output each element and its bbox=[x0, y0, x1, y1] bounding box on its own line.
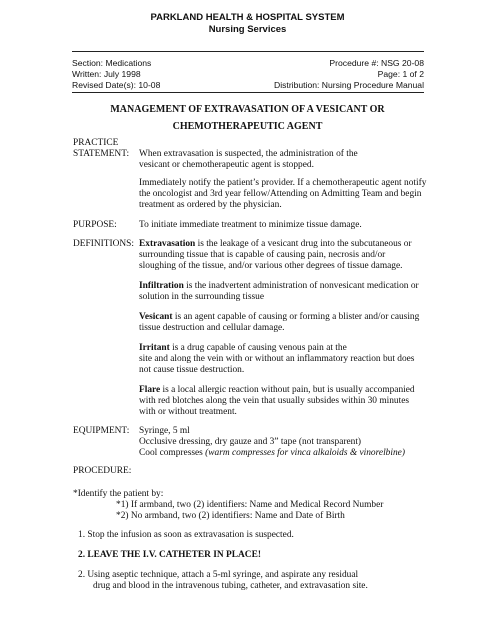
definition-term: Irritant bbox=[139, 343, 170, 353]
definition-text-line: site and along the vein with or without an inflammatory reaction but does bbox=[139, 354, 415, 364]
distribution-field: Distribution: Nursing Procedure Manual bbox=[274, 80, 424, 90]
procedure-step-3-continued: drug and blood in the intravenous tubing, catheter, and extravasation site. bbox=[93, 581, 368, 591]
definition-flare bbox=[139, 385, 415, 396]
document-title-line2: CHEMOTHERAPEUTIC AGENT bbox=[172, 121, 323, 132]
definition-term: Extravasation bbox=[139, 239, 196, 249]
definition-text: is the leakage of a vesicant drug into the subcutaneous or bbox=[195, 239, 412, 249]
procedure-label: PROCEDURE: bbox=[73, 466, 132, 476]
definition-text-line: sloughing of the tissue, and/or various other degrees of tissue damage. bbox=[139, 261, 403, 271]
definition-text-line: surrounding tissue that is capable of causing pain, necrosis and/or bbox=[139, 250, 386, 260]
definition-text-line: with or without treatment. bbox=[139, 407, 237, 417]
definition-term: Infiltration bbox=[139, 281, 184, 291]
equipment-item: Occlusive dressing, dry gauze and 3” tape (not transparent) bbox=[139, 437, 362, 447]
statement-label: STATEMENT: bbox=[73, 149, 130, 159]
definition-text: is a local allergic reaction without pain, but is usually accompanied bbox=[160, 385, 415, 395]
department-name: Nursing Services bbox=[208, 24, 287, 35]
definition-text: is an agent capable of causing or forming a blister and/or causing bbox=[172, 312, 420, 322]
procedure-step-1: 1. Stop the infusion as soon as extravasation is suspected. bbox=[78, 530, 294, 540]
definition-extravasation bbox=[139, 239, 412, 250]
page-number: Page: 1 of 2 bbox=[377, 69, 424, 79]
section-field: Section: Medications bbox=[72, 58, 152, 68]
equipment-label: EQUIPMENT: bbox=[73, 426, 130, 436]
definition-text: is a drug capable of causing venous pain at the bbox=[169, 343, 347, 353]
practice-text-line: treatment as ordered by the physician. bbox=[139, 200, 282, 210]
equipment-item: Syringe, 5 ml bbox=[139, 426, 190, 436]
identifier-rule-1: *1) If armband, two (2) identifiers: Name and Medical Record Number bbox=[116, 500, 384, 510]
practice-text-line: vesicant or chemotherapeutic agent is stopped. bbox=[139, 160, 314, 170]
header-rule-bottom bbox=[72, 92, 424, 93]
header-rule-top bbox=[72, 51, 424, 52]
definition-text-line: not cause tissue destruction. bbox=[139, 365, 245, 375]
definition-irritant bbox=[139, 343, 347, 354]
definition-term: Flare bbox=[139, 385, 161, 395]
organization-name: PARKLAND HEALTH & HOSPITAL SYSTEM bbox=[150, 12, 345, 23]
procedure-step-2: 2. LEAVE THE I.V. CATHETER IN PLACE! bbox=[78, 550, 261, 560]
definition-infiltration bbox=[139, 281, 419, 292]
purpose-text: To initiate immediate treatment to minimize tissue damage. bbox=[139, 220, 362, 230]
equipment-text: Cool compresses bbox=[139, 448, 206, 458]
definition-text: is the inadvertent administration of nonvesicant medication or bbox=[183, 281, 419, 291]
definition-term: Vesicant bbox=[139, 312, 173, 322]
practice-text-line: Immediately notify the patient’s provider. If a chemotherapeutic agent notify bbox=[139, 178, 427, 188]
revised-date: Revised Date(s): 10-08 bbox=[72, 80, 161, 90]
procedure-number: Procedure #: NSG 20-08 bbox=[329, 58, 424, 68]
practice-label: PRACTICE bbox=[73, 138, 119, 148]
equipment-item bbox=[139, 448, 405, 459]
definitions-label: DEFINITIONS: bbox=[73, 239, 134, 249]
document-title-line1: MANAGEMENT OF EXTRAVASATION OF A VESICANT OR bbox=[110, 104, 385, 115]
identify-patient-text: *Identify the patient by: bbox=[73, 489, 164, 499]
procedure-step-3: 2. Using aseptic technique, attach a 5-ml syringe, and aspirate any residual bbox=[78, 570, 359, 580]
definition-vesicant bbox=[139, 312, 419, 323]
definition-text-line: tissue destruction and cellular damage. bbox=[139, 323, 285, 333]
practice-text-line: When extravasation is suspected, the administration of the bbox=[139, 149, 358, 159]
definition-text-line: solution in the surrounding tissue bbox=[139, 292, 264, 302]
written-date: Written: July 1998 bbox=[72, 69, 141, 79]
purpose-label: PURPOSE: bbox=[73, 220, 117, 230]
practice-text-line: the oncologist and 3rd year fellow/Attending on Admitting Team and begin bbox=[139, 189, 422, 199]
definition-text-line: with red blotches along the vein that usually subsides within 30 minutes bbox=[139, 396, 410, 406]
identifier-rule-2: *2) No armband, two (2) identifiers: Name and Date of Birth bbox=[116, 511, 345, 521]
equipment-note: (warm compresses for vinca alkaloids & vinorelbine) bbox=[205, 448, 405, 458]
